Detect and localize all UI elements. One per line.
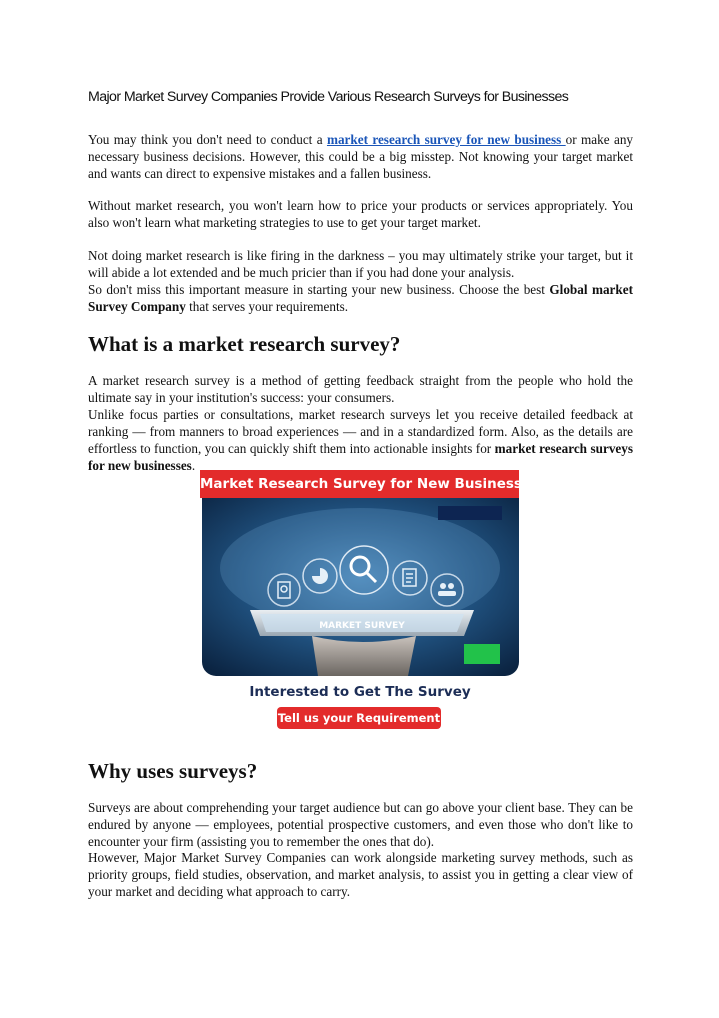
- market-research-survey-link[interactable]: market research survey for new business: [326, 132, 566, 147]
- global-market-survey-company-text: Global market Survey Company: [88, 282, 633, 314]
- intro-paragraph-3: Not doing market research is like firing in the darkness – you may ultimately strike your target, but it will abide a lot extended and be much pricier than if you had done your analysis.: [88, 248, 633, 280]
- section2-paragraph-1: Surveys are about comprehending your target audience but can go above your client base. They can be endured by anyone — employees, potential prospective customers, and even those who don't like to encounter your firm (assisting you to remember the ones that do).: [88, 800, 633, 849]
- cta-heading: Interested to Get The Survey: [249, 684, 471, 700]
- document-title: Major Market Survey Companies Provide Various Research Surveys for Businesses: [88, 89, 569, 105]
- green-badge: [464, 644, 500, 664]
- intro-paragraph-1: [88, 131, 633, 182]
- hand-image: [312, 636, 416, 676]
- overlay-box: [438, 506, 502, 520]
- tablet-label: MARKET SURVEY: [319, 621, 405, 631]
- section-heading-what-is: What is a market research survey?: [88, 332, 401, 356]
- market-research-surveys-bold: market research surveys for new businesses: [88, 441, 633, 473]
- intro-p4-text-start: So don't miss this important measure in starting your new business. Choose the best: [88, 282, 550, 297]
- survey-promo-banner[interactable]: [200, 470, 520, 732]
- banner-title: Market Research Survey for New Business: [200, 470, 519, 498]
- intro-p1-text-end: or make any necessary business decisions. However, this could be a big misstep. Not knowing your target market and wants can direct to expensive mistakes and a fallen business.: [88, 132, 634, 181]
- intro-paragraph-4: [88, 281, 633, 315]
- section-heading-why-surveys: Why uses surveys?: [88, 759, 258, 783]
- intro-p1-text-start: You may think you don't need to conduct a: [88, 132, 327, 147]
- intro-paragraph-2: Without market research, you won't learn how to price your products or services appropriately. You also won't learn what marketing strategies to use to get your target market.: [88, 198, 633, 230]
- section2-paragraph-2: However, Major Market Survey Companies can work alongside marketing survey methods, such as priority groups, field studies, observation, and market analysis, to assist you in getting a clear view of your market and deciding what approach to carry.: [88, 850, 633, 899]
- market-survey-tablet-image: [202, 498, 519, 676]
- section1-p2-text-start: Unlike focus parties or consultations, market research surveys let you receive detailed feedback at ranking — from manners to broad experiences — and in a standardized form. Also, as the details are effortless to function, you can quickly shift them into actionable insights for: [88, 407, 633, 456]
- section1-paragraph-2: [88, 406, 633, 474]
- section1-paragraph-1: A market research survey is a method of getting feedback straight from the people who hold the ultimate say in your institution's success: your consumers.: [88, 373, 633, 405]
- section1-p2-text-end: .: [191, 458, 196, 473]
- tell-us-requirement-button[interactable]: Tell us your Requirement: [277, 707, 441, 729]
- intro-p4-text-end: that serves your requirements.: [185, 299, 349, 314]
